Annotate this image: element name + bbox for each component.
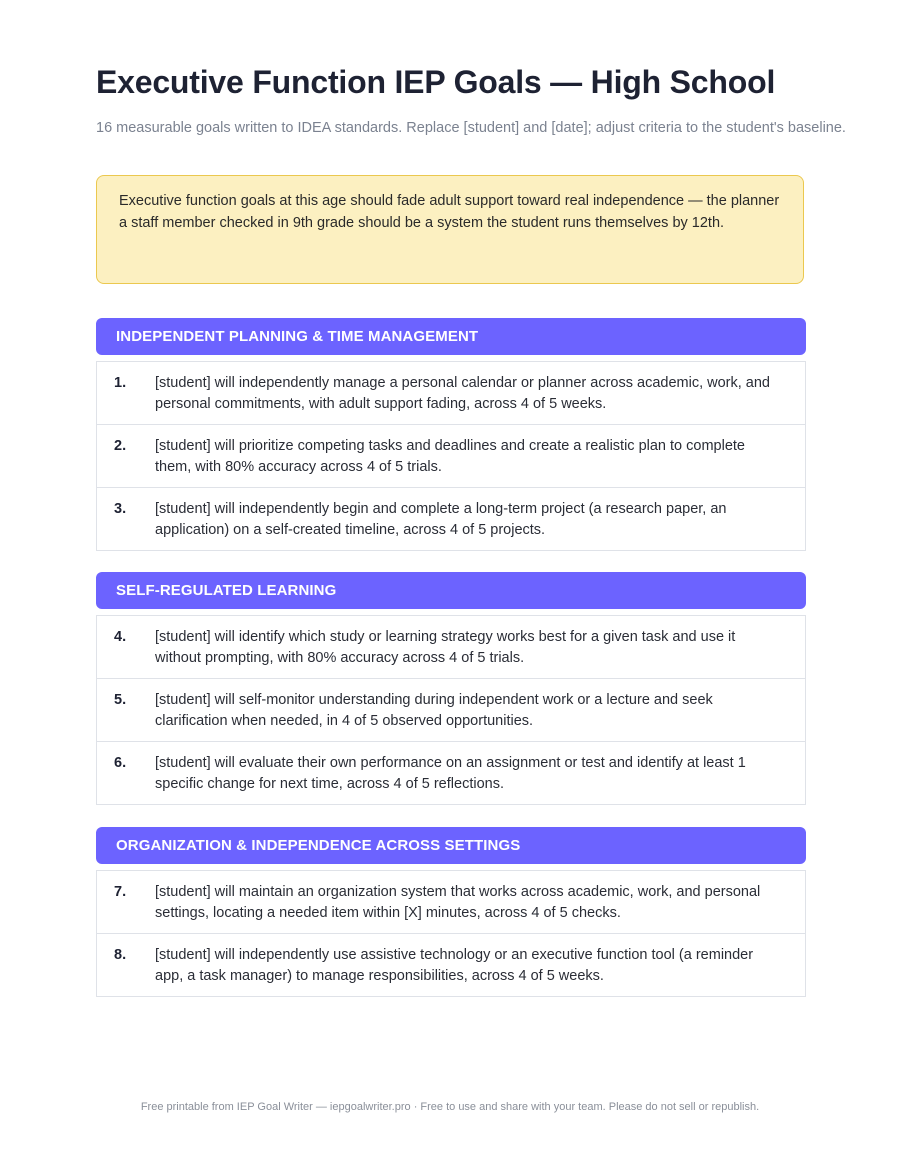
page-footer: Free printable from IEP Goal Writer — iepgoalwriter.pro · Free to use and share with your team. Please do not sell or republish.: [140, 1101, 760, 1113]
goal-item: [97, 871, 805, 933]
page-subtitle: 16 measurable goals written to IDEA standards. Replace [student] and [date]; adjust criteria to the student's baseline.: [96, 120, 846, 136]
goal-text: [student] will maintain an organization system that works across academic, work, and personal settings, locating a needed item within [X] minutes, across 4 of 5 checks.: [155, 884, 761, 921]
section-planning-time-management: [96, 318, 806, 551]
goal-item: [97, 616, 805, 678]
goal-item: [97, 424, 805, 487]
goal-item: [97, 933, 805, 996]
goal-list: [96, 615, 806, 805]
section-header: ORGANIZATION & INDEPENDENCE ACROSS SETTINGS: [96, 827, 806, 864]
goal-text: [student] will evaluate their own performance on an assignment or test and identify at least 1 specific change for next time, across 4 of 5 reflections.: [155, 755, 746, 792]
goal-number: 3.: [114, 501, 127, 517]
goal-number: 4.: [114, 629, 127, 645]
goal-text: [student] will independently use assistive technology or an executive function tool (a reminder app, a task manager) to manage responsibilities, across 4 of 5 weeks.: [155, 947, 754, 984]
goal-list: [96, 870, 806, 997]
goal-item: [97, 678, 805, 741]
goal-text: [student] will independently begin and complete a long-term project (a research paper, an application) on a self-created timeline, across 4 of 5 projects.: [155, 501, 727, 538]
goal-number: 6.: [114, 755, 127, 771]
goal-text: [student] will self-monitor understanding during independent work or a lecture and seek clarification when needed, in 4 of 5 observed opportunities.: [155, 692, 713, 729]
goal-text: [student] will prioritize competing tasks and deadlines and create a realistic plan to complete them, with 80% accuracy across 4 of 5 trials.: [155, 438, 745, 475]
goal-number: 1.: [114, 375, 127, 391]
callout-text: Executive function goals at this age should fade adult support toward real independence — the planner a staff member checked in 9th grade should be a system the student runs themselves by 12th.: [119, 193, 780, 231]
guidance-callout: [96, 175, 804, 284]
goal-item: [97, 741, 805, 804]
goal-number: 7.: [114, 884, 127, 900]
section-organization-independence: [96, 827, 806, 997]
goal-item: [97, 362, 805, 424]
goal-number: 5.: [114, 692, 127, 708]
goal-text: [student] will independently manage a personal calendar or planner across academic, work, and personal commitments, with adult support fading, across 4 of 5 weeks.: [155, 375, 770, 412]
goal-text: [student] will identify which study or learning strategy works best for a given task and use it without prompting, with 80% accuracy across 4 of 5 trials.: [155, 629, 736, 666]
section-header: INDEPENDENT PLANNING & TIME MANAGEMENT: [96, 318, 806, 355]
goal-number: 2.: [114, 438, 127, 454]
goal-list: [96, 361, 806, 551]
goal-number: 8.: [114, 947, 127, 963]
goal-item: [97, 487, 805, 550]
section-header: SELF-REGULATED LEARNING: [96, 572, 806, 609]
section-self-regulated-learning: [96, 572, 806, 805]
page-title: Executive Function IEP Goals — High School: [96, 64, 776, 100]
